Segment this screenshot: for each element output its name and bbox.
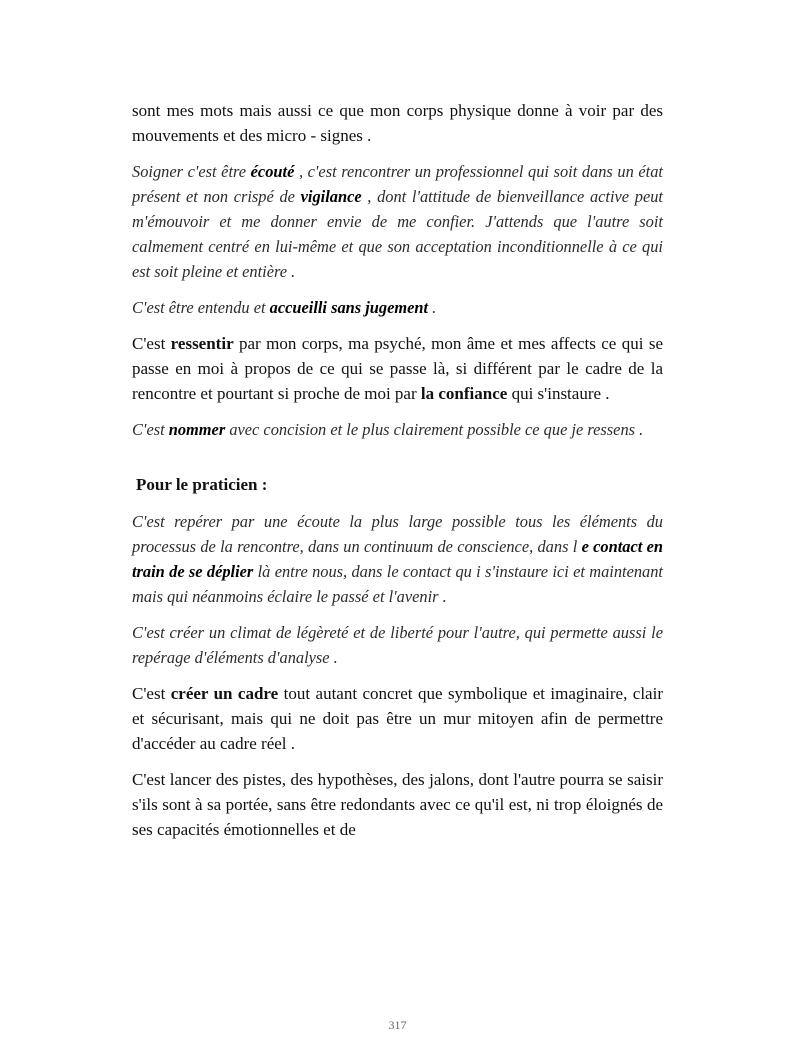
paragraph — [132, 331, 663, 406]
paragraph-text: sont mes mots mais aussi ce que mon corps physique donne à voir par des mouvements et des micro - signes . — [132, 101, 663, 145]
paragraph-text: avec concision et le plus clairement possible ce que je ressens . — [225, 420, 644, 439]
page-number: 317 — [388, 1018, 407, 1032]
emphasis-text: ressentir — [170, 334, 234, 353]
section-praticien — [132, 509, 663, 842]
paragraph-text: C'est repérer par une écoute la plus large possible tous les éléments du processus de la rencontre, dans un continuum de conscience, dans l — [132, 512, 663, 556]
emphasis-text: créer un cadre — [170, 684, 279, 703]
paragraph — [132, 417, 663, 442]
paragraph-text: C'est être entendu et — [132, 298, 270, 317]
paragraph-text: Soigner c'est être — [132, 162, 251, 181]
paragraph — [132, 509, 663, 609]
emphasis-text: accueilli sans jugement — [269, 298, 429, 317]
emphasis-text: nommer — [168, 420, 226, 439]
paragraph — [132, 767, 663, 842]
paragraph-text: , c'est rencontrer un professionnel qui soit dans un état présent et non crispé de — [132, 162, 663, 206]
paragraph-text: C'est — [132, 684, 171, 703]
emphasis-text: la confiance — [420, 384, 508, 403]
paragraph — [132, 159, 663, 284]
paragraph-text: . — [428, 298, 437, 317]
paragraph-text: C'est — [132, 334, 171, 353]
paragraph-text: C'est — [132, 420, 169, 439]
emphasis-text: écouté — [250, 162, 295, 181]
paragraph-text: , dont l'attitude de bienveillance active peut m'émouvoir et me donner envie de me confier. J'attends que l'autre soit calmement centré en lui-même et que son acceptation inconditionnelle à ce qui est soit pleine et entière . — [132, 187, 663, 281]
paragraph — [132, 295, 663, 320]
document-page — [132, 98, 663, 853]
paragraph-text: C'est créer un climat de légèreté et de liberté pour l'autre, qui permette aussi le repérage d'éléments d'analyse . — [132, 623, 663, 667]
section-patient-perspective — [132, 98, 663, 442]
emphasis-text: e contact en train de se déplier — [132, 537, 664, 581]
section-heading-praticien: Pour le praticien : — [136, 475, 268, 494]
paragraph — [132, 620, 663, 670]
paragraph-text: tout autant concret que symbolique et imaginaire, clair et sécurisant, mais qui ne doit pas être un mur mitoyen afin de permettre d'accéder au cadre réel . — [132, 684, 663, 753]
emphasis-text: vigilance — [300, 187, 362, 206]
paragraph — [132, 681, 663, 756]
paragraph-text: qui s'instaure . — [507, 384, 610, 403]
paragraph-text: par mon corps, ma psyché, mon âme et mes affects ce qui se passe en moi à propos de ce qui se passe là, si différent par le cadre de la rencontre et pourtant si proche de moi par — [132, 334, 663, 403]
paragraph — [132, 98, 663, 148]
paragraph-text: C'est lancer des pistes, des hypothèses, des jalons, dont l'autre pourra se saisir s'ils sont à sa portée, sans être redondants avec ce qu'il est, ni trop éloignés de ses capacités émotionnelles et de — [132, 770, 663, 839]
paragraph-text: là entre nous, dans le contact qu i s'instaure ici et maintenant mais qui néanmoins éclaire le passé et l'avenir . — [132, 562, 663, 606]
